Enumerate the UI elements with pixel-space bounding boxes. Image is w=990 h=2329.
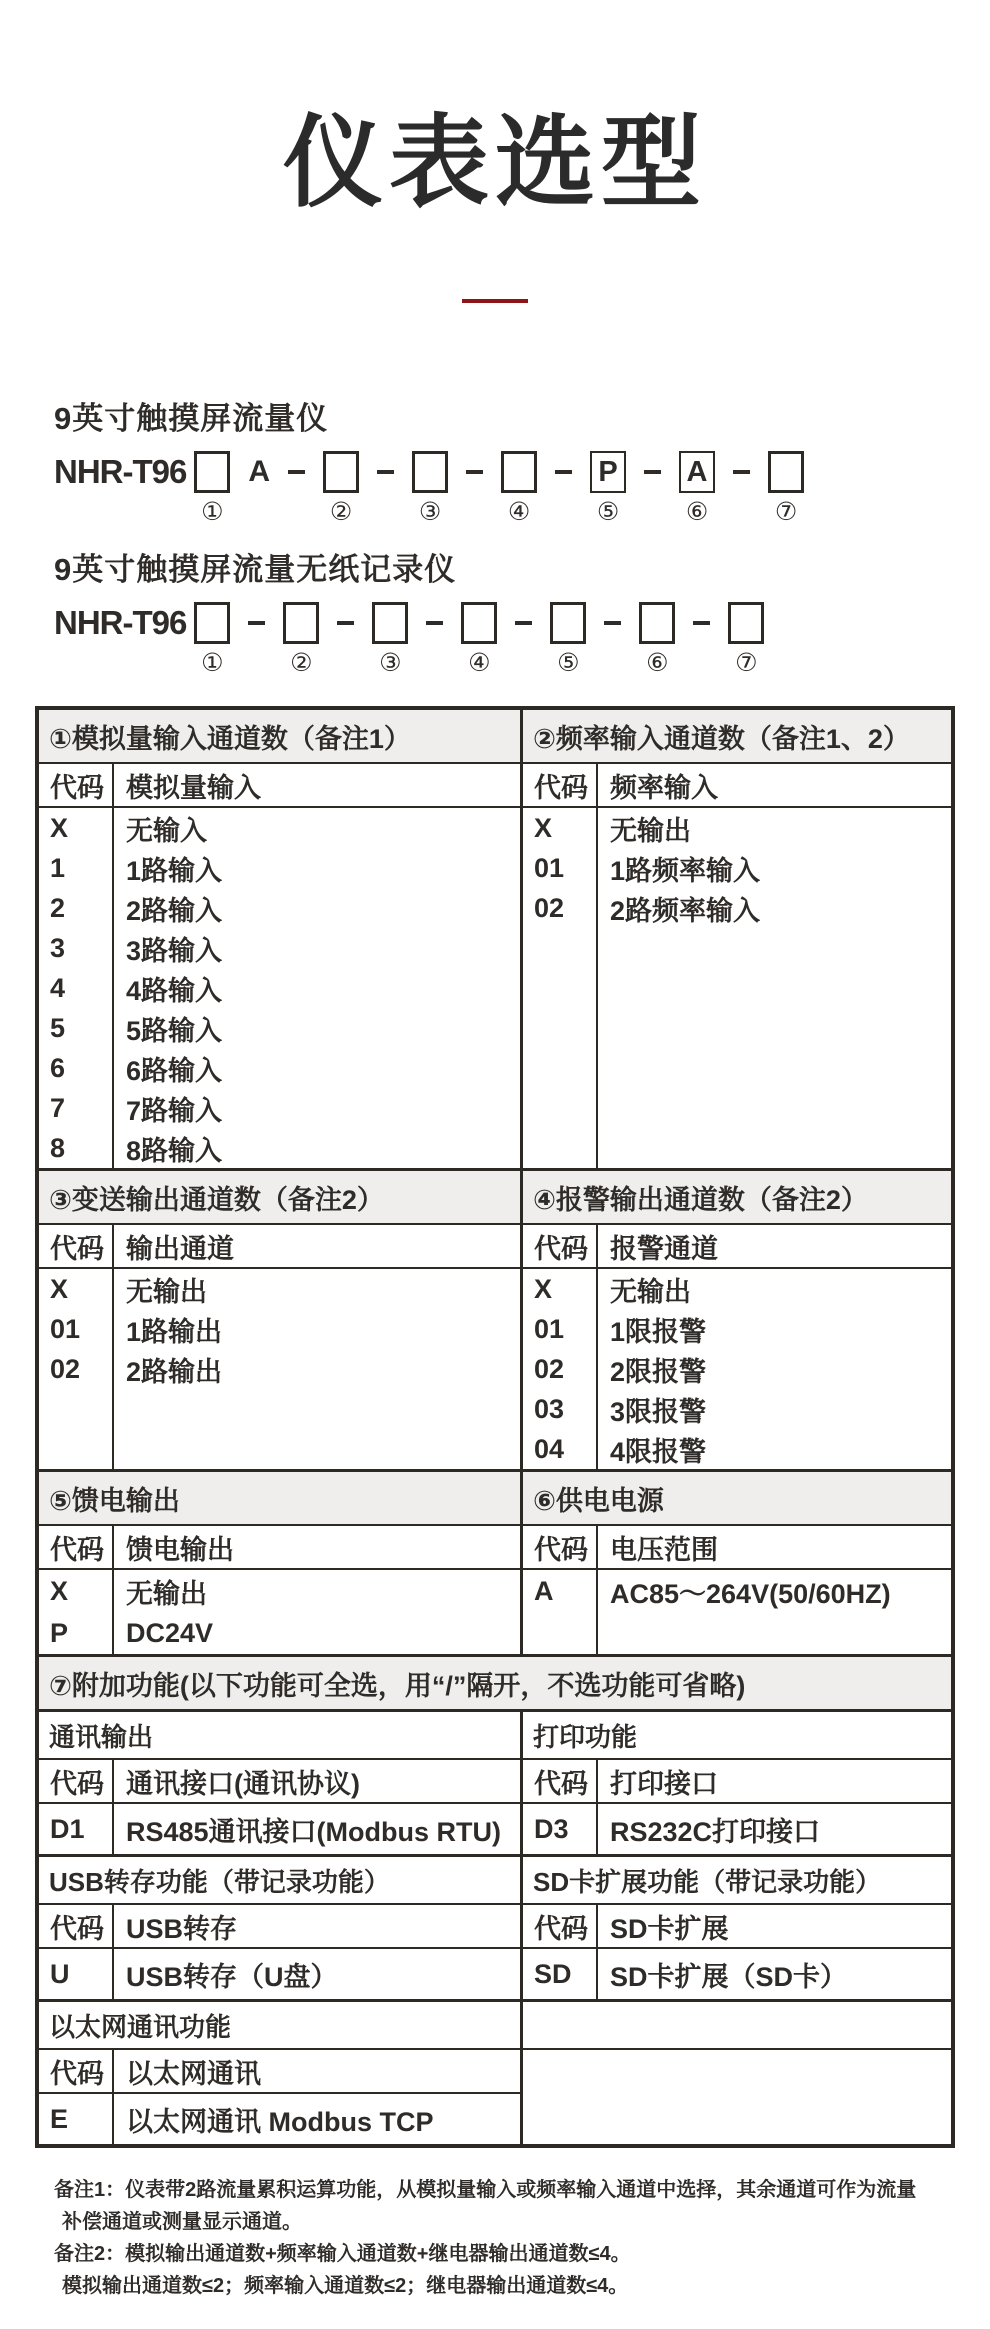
desc-column — [114, 808, 520, 1168]
desc-column-header: 频率输入 — [610, 772, 718, 803]
column-header-row — [39, 1760, 520, 1804]
additional-function-section — [39, 1854, 951, 1999]
desc-column — [114, 1570, 520, 1654]
model-segment — [337, 602, 354, 678]
item-code: D3 — [523, 1804, 598, 1854]
model-segment — [768, 451, 804, 527]
section-header: ②频率输入通道数（备注1、2） — [523, 710, 951, 764]
code-column-header: 代码 — [39, 2050, 114, 2092]
table-section — [39, 1469, 951, 1654]
model-segment — [515, 602, 532, 678]
table-half-R — [523, 1712, 951, 1854]
desc-column — [598, 1269, 951, 1469]
page-title: 仪表选型 — [283, 107, 707, 219]
empty-cell — [523, 2050, 951, 2144]
code-column — [523, 1269, 598, 1469]
desc-column-header: SD卡扩展 — [610, 1913, 729, 1944]
column-header-row — [39, 2050, 520, 2094]
column-header-row — [39, 764, 520, 808]
desc-column — [598, 1570, 951, 1654]
segment-top — [377, 451, 394, 493]
model-prefix: NHR-T96 — [54, 604, 187, 641]
desc-column-header: 输出通道 — [126, 1233, 234, 1264]
column-header-row — [523, 1225, 951, 1269]
code-column — [523, 808, 598, 1168]
segment-top — [590, 451, 626, 493]
item-code: 4 — [50, 972, 66, 1003]
desc-column — [598, 808, 951, 1168]
item-code: 01 — [50, 1313, 81, 1344]
item-code: P — [50, 1617, 69, 1648]
code-column-header: 代码 — [39, 1526, 114, 1568]
segment-top — [194, 451, 230, 493]
item-code: E — [39, 2094, 114, 2144]
model-segment — [644, 451, 661, 527]
note-line: 备注2：模拟输出通道数+频率输入通道数+继电器输出通道数≤4。 — [54, 2243, 631, 2265]
code-box-blank — [728, 602, 764, 644]
model-segment — [248, 602, 265, 678]
item-desc: 无输出 — [126, 1578, 207, 1609]
dash-separator — [337, 621, 354, 625]
segment-top — [644, 451, 661, 493]
segment-top — [639, 602, 675, 644]
table-section — [39, 710, 951, 1168]
ordinal-label: ④ — [468, 649, 491, 677]
segment-top — [248, 451, 270, 493]
item-desc: RS485通讯接口(Modbus RTU) — [126, 1816, 502, 1847]
segment-top — [768, 451, 804, 493]
item-list — [39, 1269, 520, 1469]
item-desc: 2路输出 — [126, 1356, 223, 1387]
model-code-line-flowmeter — [54, 451, 990, 527]
subsection-header: 打印功能 — [523, 1712, 951, 1760]
segment-top — [337, 602, 354, 644]
segment-top — [728, 602, 764, 644]
item-code: X — [534, 812, 553, 843]
segment-top — [550, 602, 586, 644]
model-subtitle-recorder: 9英寸触摸屏流量无纸记录仪 — [54, 552, 457, 587]
segment-top — [515, 602, 532, 644]
section-header: ①模拟量输入通道数（备注1） — [39, 710, 520, 764]
dash-separator — [515, 621, 532, 625]
model-segment — [466, 451, 483, 527]
column-header-row — [39, 1526, 520, 1570]
item-list — [523, 1570, 951, 1654]
item-list — [39, 1570, 520, 1654]
code-column-header: 代码 — [523, 764, 598, 806]
item-code: 04 — [534, 1433, 565, 1464]
note-line: 模拟输出通道数≤2；频率输入通道数≤2；继电器输出通道数≤4。 — [62, 2275, 629, 2297]
section-header: ③变送输出通道数（备注2） — [39, 1171, 520, 1225]
item-code: 02 — [50, 1353, 81, 1384]
desc-column-header: USB转存 — [126, 1913, 238, 1944]
item-desc: 1路输出 — [126, 1316, 223, 1347]
desc-column-header: 以太网通讯 — [126, 2058, 261, 2089]
subsection-header: SD卡扩展功能（带记录功能） — [523, 1857, 951, 1905]
item-desc: 无输出 — [610, 815, 691, 846]
table-half-R — [523, 710, 951, 1168]
additional-function-section — [39, 1709, 951, 1854]
item-code: X — [50, 1575, 69, 1606]
table-half-R — [523, 1857, 951, 1999]
segment-top — [733, 451, 750, 493]
table-half-R — [523, 1171, 951, 1469]
dash-separator — [288, 470, 305, 474]
model-segment — [412, 451, 448, 527]
column-header-row — [523, 1760, 951, 1804]
dash-separator — [604, 621, 621, 625]
item-desc: 4限报警 — [610, 1436, 707, 1467]
item-desc: 2路输入 — [126, 895, 223, 926]
code-box-blank — [372, 602, 408, 644]
empty-band-cell — [523, 2002, 951, 2050]
table-half-L — [39, 1712, 523, 1854]
item-desc: DC24V — [126, 1617, 214, 1648]
desc-column-header: 电压范围 — [610, 1534, 718, 1565]
ordinal-label: ⑦ — [735, 649, 758, 677]
item-code: 6 — [50, 1052, 66, 1083]
item-desc: 2路频率输入 — [610, 895, 761, 926]
option-row — [523, 1804, 951, 1854]
model-segment — [501, 451, 537, 527]
ordinal-label: ⑥ — [685, 498, 709, 526]
title-underline-rule — [462, 299, 528, 303]
code-box-blank — [283, 602, 319, 644]
code-box-blank — [194, 602, 230, 644]
code-column — [39, 1269, 114, 1469]
column-header-row — [39, 1905, 520, 1949]
model-segment — [728, 602, 764, 678]
column-header-row — [39, 1225, 520, 1269]
note-line: 补偿通道或测量显示通道。 — [62, 2211, 302, 2233]
section-header: ⑤馈电输出 — [39, 1472, 520, 1526]
item-desc: 8路输入 — [126, 1135, 223, 1166]
dash-separator — [426, 621, 443, 625]
additional-function-section — [39, 1999, 951, 2144]
dash-separator — [733, 470, 750, 474]
model-segment — [733, 451, 750, 527]
note-line: 备注1：仪表带2路流量累积运算功能，从模拟量输入或频率输入通道中选择，其余通道可作为流量 — [54, 2179, 917, 2201]
option-row — [39, 1949, 520, 1999]
item-code: 5 — [50, 1012, 66, 1043]
code-box-blank — [639, 602, 675, 644]
table-half-L — [39, 710, 523, 1168]
code-box-blank — [412, 451, 448, 493]
code-column-header: 代码 — [39, 1905, 114, 1947]
item-list — [523, 808, 951, 1168]
ordinal-label: ④ — [507, 498, 531, 526]
item-code: X — [534, 1273, 553, 1304]
item-desc: 无输出 — [126, 1276, 207, 1307]
model-segment — [248, 451, 270, 527]
item-code: 02 — [534, 1353, 565, 1384]
code-box-blank — [501, 451, 537, 493]
code-column-header: 代码 — [523, 1760, 598, 1802]
item-desc: 1限报警 — [610, 1316, 707, 1347]
code-column-header: 代码 — [39, 1225, 114, 1267]
item-code: 03 — [534, 1393, 565, 1424]
table-half-L — [39, 1472, 523, 1654]
item-desc: 1路输入 — [126, 855, 223, 886]
section-header: ④报警输出通道数（备注2） — [523, 1171, 951, 1225]
code-column-header: 代码 — [523, 1905, 598, 1947]
item-code: 3 — [50, 932, 66, 963]
code-column-header: 代码 — [523, 1225, 598, 1267]
model-prefix: NHR-T96 — [54, 453, 187, 490]
item-code: 2 — [50, 892, 66, 923]
item-desc: 3限报警 — [610, 1396, 707, 1427]
ordinal-label: ② — [329, 498, 353, 526]
model-coding-area — [54, 393, 990, 678]
item-code: 7 — [50, 1092, 66, 1123]
segment-top — [461, 602, 497, 644]
item-desc: 3路输入 — [126, 935, 223, 966]
item-desc: 1路频率输入 — [610, 855, 761, 886]
item-code: 1 — [50, 852, 66, 883]
code-box-blank — [768, 451, 804, 493]
model-segment — [283, 602, 319, 678]
code-column — [39, 1570, 114, 1654]
item-desc: 6路输入 — [126, 1055, 223, 1086]
subsection-header: 通讯输出 — [39, 1712, 520, 1760]
model-segment — [194, 602, 230, 678]
column-header-row — [523, 1526, 951, 1570]
model-segment — [377, 451, 394, 527]
code-box-filled: A — [679, 451, 715, 493]
table-half-L — [39, 1857, 523, 1999]
desc-column-header: 报警通道 — [610, 1233, 718, 1264]
ordinal-label: ① — [201, 498, 224, 526]
item-code: A — [534, 1575, 554, 1606]
item-desc: 4路输入 — [126, 975, 223, 1006]
model-code-line-recorder — [54, 602, 990, 678]
fixed-code-letter: A — [248, 455, 271, 488]
dash-separator — [248, 621, 265, 625]
item-code: 01 — [534, 852, 565, 883]
model-segment — [679, 451, 715, 527]
item-desc: 7路输入 — [126, 1095, 223, 1126]
model-segment — [372, 602, 408, 678]
item-code: 02 — [534, 892, 565, 923]
item-code: 8 — [50, 1132, 66, 1163]
model-segment — [426, 602, 443, 678]
selection-table — [35, 706, 955, 2148]
code-column-header: 代码 — [39, 764, 114, 806]
ordinal-label: ⑦ — [774, 498, 798, 526]
item-desc: 无输入 — [126, 815, 207, 846]
item-list — [39, 808, 520, 1168]
code-box-filled: P — [590, 451, 626, 493]
code-box-blank — [194, 451, 230, 493]
ordinal-label: ③ — [379, 649, 402, 677]
item-list — [523, 1269, 951, 1469]
segment-top — [323, 451, 359, 493]
code-column — [523, 1570, 598, 1654]
desc-column-header: 通讯接口(通讯协议) — [126, 1768, 360, 1799]
table-half-R — [523, 1472, 951, 1654]
desc-column-header: 馈电输出 — [126, 1534, 234, 1565]
ordinal-label: ⑤ — [596, 498, 620, 526]
dash-separator — [693, 621, 710, 625]
desc-column — [114, 1269, 520, 1469]
model-segment — [604, 602, 621, 678]
subsection-header: USB转存功能（带记录功能） — [39, 1857, 520, 1905]
dash-separator — [466, 470, 483, 474]
option-row — [523, 1949, 951, 1999]
segment-top — [288, 451, 305, 493]
item-code: U — [39, 1949, 114, 1999]
model-segment — [590, 451, 626, 527]
dash-separator — [644, 470, 661, 474]
model-segment — [555, 451, 572, 527]
table-half-R — [523, 2002, 951, 2144]
dash-separator — [377, 470, 394, 474]
code-column-header: 代码 — [39, 1760, 114, 1802]
model-segment — [639, 602, 675, 678]
ordinal-label: ⑤ — [557, 649, 580, 677]
segment-top — [248, 602, 265, 644]
segment-top — [194, 602, 230, 644]
ordinal-label: ⑥ — [646, 649, 669, 677]
item-desc: USB转存（U盘） — [126, 1961, 338, 1992]
ordinal-label: ② — [290, 649, 313, 677]
code-column-header: 代码 — [523, 1526, 598, 1568]
code-box-blank — [461, 602, 497, 644]
desc-column-header: 模拟量输入 — [126, 772, 261, 803]
hero-header — [0, 0, 990, 303]
table-half-L — [39, 1171, 523, 1469]
model-segment — [693, 602, 710, 678]
segment-top — [466, 451, 483, 493]
segment-top — [426, 602, 443, 644]
table-section — [39, 1168, 951, 1469]
item-desc: 无输出 — [610, 1276, 691, 1307]
model-segment — [288, 451, 305, 527]
segment-top — [283, 602, 319, 644]
segment-top — [555, 451, 572, 493]
code-column — [39, 808, 114, 1168]
segment-top — [501, 451, 537, 493]
table-half-L — [39, 2002, 523, 2144]
item-desc: AC85～264V(50/60HZ) — [610, 1578, 891, 1609]
code-box-blank — [550, 602, 586, 644]
ordinal-label: ① — [201, 649, 224, 677]
item-code: X — [50, 1273, 69, 1304]
item-desc: 5路输入 — [126, 1015, 223, 1046]
segment-top — [693, 602, 710, 644]
option-row — [39, 2094, 520, 2144]
model-segment — [323, 451, 359, 527]
additional-functions-header: ⑦附加功能(以下功能可全选，用“/”隔开，不选功能可省略) — [39, 1654, 951, 1709]
item-code: D1 — [39, 1804, 114, 1854]
ordinal-label: ③ — [418, 498, 442, 526]
section-header: ⑥供电电源 — [523, 1472, 951, 1526]
dash-separator — [555, 470, 572, 474]
segment-top — [604, 602, 621, 644]
segment-top — [679, 451, 715, 493]
column-header-row — [523, 764, 951, 808]
column-header-row — [523, 1905, 951, 1949]
option-row — [39, 1804, 520, 1854]
model-segment — [550, 602, 586, 678]
model-segment — [194, 451, 230, 527]
item-desc: RS232C打印接口 — [610, 1816, 821, 1847]
item-code: SD — [523, 1949, 598, 1999]
code-box-blank — [323, 451, 359, 493]
desc-column-header: 打印接口 — [610, 1768, 718, 1799]
model-segment — [461, 602, 497, 678]
item-desc: SD卡扩展（SD卡） — [610, 1961, 848, 1992]
item-code: 01 — [534, 1313, 565, 1344]
segment-top — [372, 602, 408, 644]
item-desc: 2限报警 — [610, 1356, 707, 1387]
footnotes — [54, 2174, 990, 2302]
model-subtitle-flowmeter: 9英寸触摸屏流量仪 — [54, 401, 329, 436]
item-code: X — [50, 812, 69, 843]
item-desc: 以太网通讯 Modbus TCP — [126, 2106, 434, 2137]
subsection-header: 以太网通讯功能 — [39, 2002, 520, 2050]
segment-top — [412, 451, 448, 493]
